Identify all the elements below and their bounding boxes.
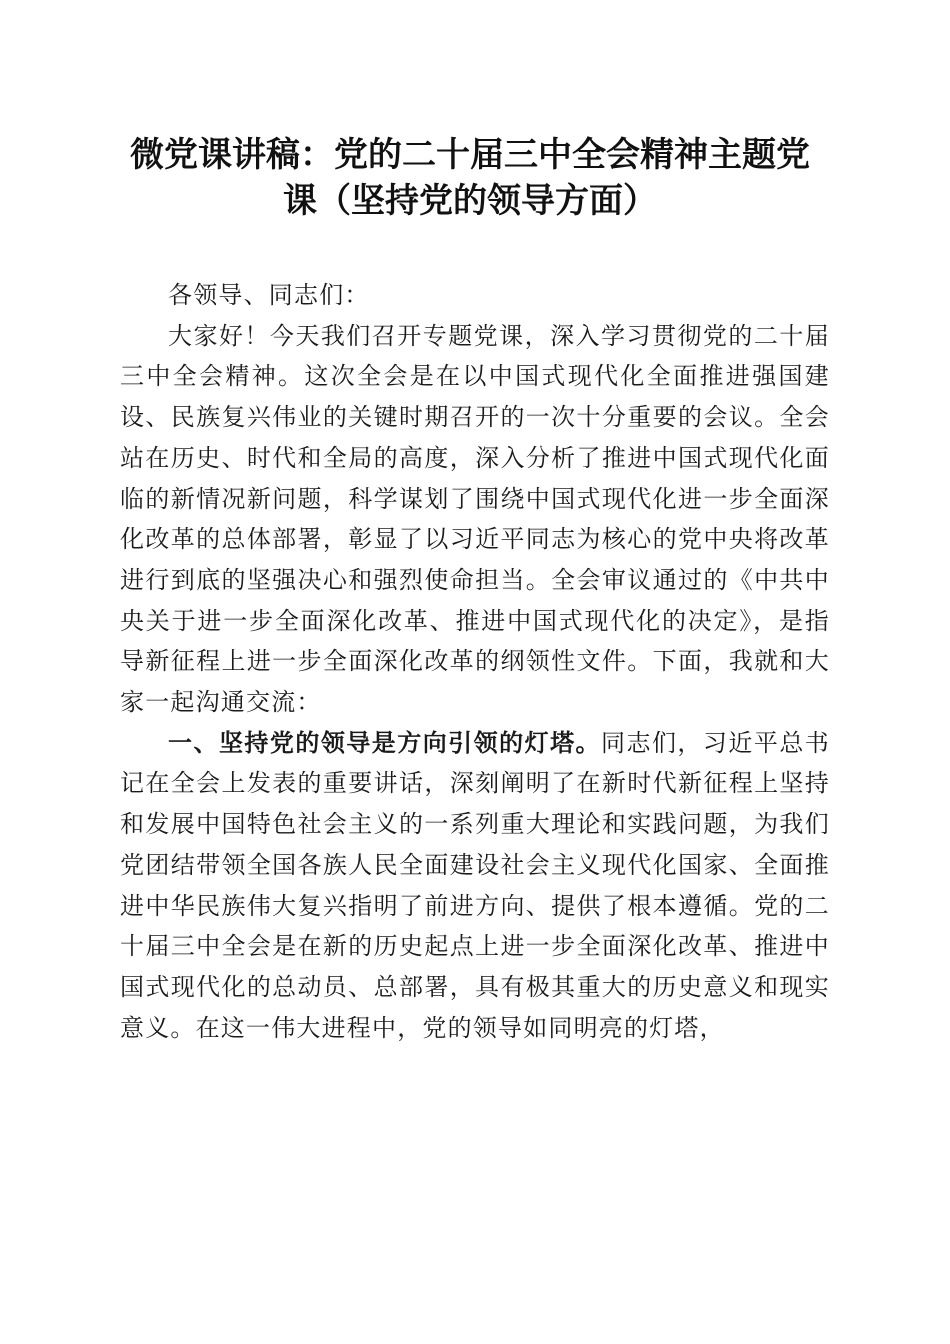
- section-1-heading: 一、坚持党的领导是方向引领的灯塔。: [168, 728, 602, 757]
- title-line-1: 微党课讲稿：党的二十届三中全会精神主题党: [130, 135, 810, 175]
- paragraph-intro: 大家好！今天我们召开专题党课，深入学习贯彻党的二十届三中全会精神。这次全会是在以中国式现代化全面推进强国建设、民族复兴伟业的关键时期召开的一次十分重要的会议。全会站在历史、时代和全局的高度，深入分析了推进中国式现代化面临的新情况新问题，科学谋划了围绕中国式现代化进一步全面深化改革的总体部署，彰显了以习近平同志为核心的党中央将改革进行到底的坚强决心和强烈使命担当。全会审议通过的《中共中央关于进一步全面深化改革、推进中国式现代化的决定》，是指导新征程上进一步全面深化改革的纲领性文件。下面，我就和大家一起沟通交流：: [120, 321, 830, 717]
- section-1-text: 同志们，习近平总书记在全会上发表的重要讲话，深刻阐明了在新时代新征程上坚持和发展中国特色社会主义的一系列重大理论和实践问题，为我们党团结带领全国各族人民全面建设社会主义现代化国家、全面推进中华民族伟大复兴指明了前进方向、提供了根本遵循。党的二十届三中全会是在新的历史起点上进一步全面深化改革、推进中国式现代化的总动员、总部署，具有极其重大的历史意义和现实意义。在这一伟大进程中，党的领导如同明亮的灯塔，: [120, 728, 830, 1042]
- document-body: [120, 275, 830, 1048]
- document-title: [100, 132, 840, 224]
- paragraph-section-1: [120, 723, 830, 1049]
- salutation: 各领导、同志们：: [168, 281, 370, 309]
- title-line-2: 课（坚持党的领导方面）: [283, 181, 657, 221]
